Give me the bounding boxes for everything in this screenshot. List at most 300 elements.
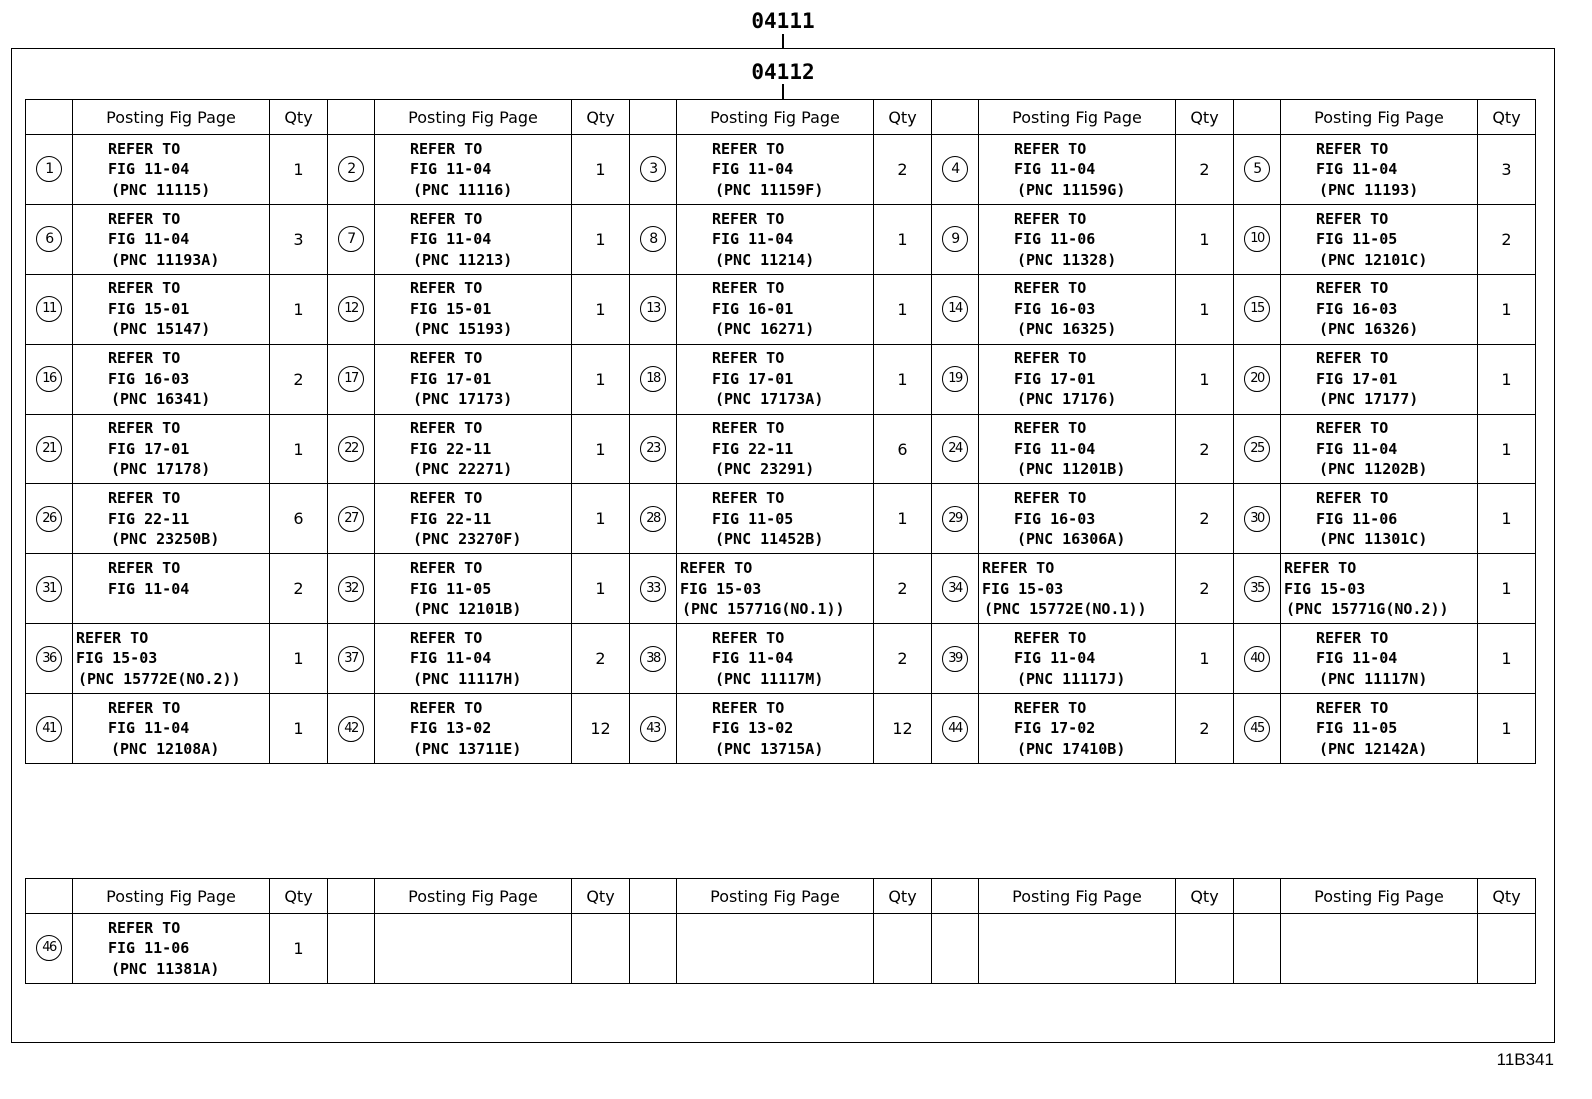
reference-l3: (PNC 17178) xyxy=(111,460,211,479)
reference-cell xyxy=(677,344,874,414)
reference-cell xyxy=(375,274,572,344)
reference-lines xyxy=(73,918,269,980)
qty-cell: 1 xyxy=(270,624,328,694)
item-number-cell xyxy=(328,135,375,205)
reference-l2: FIG 16-03 xyxy=(1014,299,1096,318)
header-qty: Qty xyxy=(1478,879,1536,914)
reference-l1: REFER TO xyxy=(108,559,181,578)
item-number-circle: 33 xyxy=(640,576,666,602)
item-number-cell xyxy=(630,694,677,764)
reference-l1: REFER TO xyxy=(680,559,753,578)
reference-l2: FIG 17-01 xyxy=(1316,369,1398,388)
reference-l2: FIG 11-04 xyxy=(712,230,794,249)
reference-lines xyxy=(375,698,571,760)
reference-l2: FIG 11-04 xyxy=(712,160,794,179)
item-number-cell xyxy=(630,484,677,554)
reference-l3: (PNC 11213) xyxy=(413,250,513,269)
item-number-circle: 6 xyxy=(36,226,62,252)
qty-cell: 1 xyxy=(572,274,630,344)
reference-lines xyxy=(375,628,571,690)
reference-l3: (PNC 13715A) xyxy=(715,739,824,758)
reference-cell xyxy=(1281,204,1478,274)
reference-l2: FIG 11-04 xyxy=(1316,439,1398,458)
header-posting-fig-page: Posting Fig Page xyxy=(677,879,874,914)
reference-l2: FIG 13-02 xyxy=(410,719,492,738)
header-qty: Qty xyxy=(1176,879,1234,914)
header-qty: Qty xyxy=(874,879,932,914)
reference-l3: (PNC 15771G(NO.1)) xyxy=(682,600,845,619)
qty-cell: 2 xyxy=(1176,694,1234,764)
reference-l3: (PNC 17173A) xyxy=(715,390,824,409)
table-row xyxy=(26,135,1536,205)
item-number-cell xyxy=(630,344,677,414)
reference-l2: FIG 11-04 xyxy=(108,160,190,179)
reference-l1: REFER TO xyxy=(108,279,181,298)
item-number-cell xyxy=(1234,624,1281,694)
qty-cell: 12 xyxy=(874,694,932,764)
header-posting-fig-page: Posting Fig Page xyxy=(375,100,572,135)
item-number-cell xyxy=(932,624,979,694)
reference-lines xyxy=(1281,558,1477,620)
reference-cell xyxy=(979,344,1176,414)
reference-lines xyxy=(73,418,269,480)
item-number-circle: 41 xyxy=(36,716,62,742)
qty-cell: 1 xyxy=(1478,694,1536,764)
item-number-circle: 22 xyxy=(338,436,364,462)
item-number-circle: 25 xyxy=(1244,436,1270,462)
reference-lines xyxy=(979,418,1175,480)
reference-l1: REFER TO xyxy=(1014,209,1087,228)
reference-l3: (PNC 11328) xyxy=(1017,250,1117,269)
reference-cell xyxy=(73,554,270,624)
reference-l1: REFER TO xyxy=(712,139,785,158)
reference-l2: FIG 11-04 xyxy=(108,579,190,598)
reference-lines xyxy=(1281,209,1477,271)
reference-cell xyxy=(979,624,1176,694)
item-number-circle: 21 xyxy=(36,436,62,462)
header-number-col xyxy=(328,879,375,914)
reference-l3 xyxy=(73,599,269,620)
reference-l2: FIG 11-04 xyxy=(1316,160,1398,179)
inner-leader-line xyxy=(782,84,784,100)
reference-cell xyxy=(979,414,1176,484)
qty-cell: 6 xyxy=(270,484,328,554)
item-number-cell xyxy=(932,554,979,624)
header-posting-fig-page: Posting Fig Page xyxy=(1281,100,1478,135)
item-number-cell xyxy=(1234,914,1281,984)
item-number-circle: 30 xyxy=(1244,506,1270,532)
item-number-cell xyxy=(328,624,375,694)
reference-l1: REFER TO xyxy=(712,419,785,438)
reference-lines xyxy=(979,209,1175,271)
reference-cell xyxy=(677,914,874,984)
item-number-cell xyxy=(630,274,677,344)
header-qty: Qty xyxy=(572,879,630,914)
reference-lines xyxy=(375,348,571,410)
item-number-cell xyxy=(26,484,73,554)
reference-l2: FIG 11-05 xyxy=(712,509,794,528)
reference-l1: REFER TO xyxy=(1316,139,1389,158)
reference-cell xyxy=(677,694,874,764)
reference-l1: REFER TO xyxy=(108,209,181,228)
reference-lines xyxy=(73,278,269,340)
reference-l2: FIG 11-04 xyxy=(108,719,190,738)
qty-cell: 1 xyxy=(1478,274,1536,344)
reference-l3: (PNC 12142A) xyxy=(1319,739,1428,758)
item-number-cell xyxy=(26,414,73,484)
item-number-cell xyxy=(630,135,677,205)
qty-cell: 1 xyxy=(874,274,932,344)
reference-cell xyxy=(73,274,270,344)
reference-lines xyxy=(677,558,873,620)
reference-l2: FIG 15-03 xyxy=(982,579,1064,598)
item-number-circle: 43 xyxy=(640,716,666,742)
item-number-cell xyxy=(630,554,677,624)
reference-lines xyxy=(375,139,571,201)
reference-l3: (PNC 17177) xyxy=(1319,390,1419,409)
header-posting-fig-page: Posting Fig Page xyxy=(73,100,270,135)
reference-l1: REFER TO xyxy=(712,209,785,228)
reference-l2: FIG 15-01 xyxy=(410,299,492,318)
item-number-cell xyxy=(26,135,73,205)
qty-cell: 1 xyxy=(1176,624,1234,694)
reference-cell xyxy=(375,554,572,624)
reference-l3: (PNC 11452B) xyxy=(715,530,824,549)
reference-l1: REFER TO xyxy=(108,918,181,937)
reference-lines xyxy=(677,278,873,340)
header-posting-fig-page: Posting Fig Page xyxy=(375,879,572,914)
reference-lines xyxy=(1281,628,1477,690)
reference-lines xyxy=(375,558,571,620)
qty-cell xyxy=(1478,914,1536,984)
table-row xyxy=(26,344,1536,414)
item-number-circle: 11 xyxy=(36,296,62,322)
reference-l2: FIG 11-04 xyxy=(410,649,492,668)
reference-l3: (PNC 11193A) xyxy=(111,250,220,269)
qty-cell: 2 xyxy=(1478,204,1536,274)
reference-l1: REFER TO xyxy=(1316,279,1389,298)
reference-l3: (PNC 16271) xyxy=(715,320,815,339)
item-number-cell xyxy=(1234,344,1281,414)
reference-l2: FIG 17-01 xyxy=(108,439,190,458)
qty-cell: 2 xyxy=(270,554,328,624)
reference-lines xyxy=(979,278,1175,340)
item-number-cell xyxy=(328,484,375,554)
reference-l3: (PNC 15772E(NO.2)) xyxy=(78,669,241,688)
reference-lines xyxy=(375,418,571,480)
reference-cell xyxy=(979,204,1176,274)
item-number-cell xyxy=(328,694,375,764)
reference-cell xyxy=(1281,414,1478,484)
qty-cell: 1 xyxy=(572,484,630,554)
item-number-circle: 5 xyxy=(1244,156,1270,182)
reference-cell xyxy=(375,914,572,984)
item-number-cell xyxy=(328,274,375,344)
item-number-cell xyxy=(328,204,375,274)
reference-lines xyxy=(1281,278,1477,340)
reference-l1: REFER TO xyxy=(712,279,785,298)
header-number-col xyxy=(630,879,677,914)
reference-l3: (PNC 15193) xyxy=(413,320,513,339)
qty-cell: 1 xyxy=(1478,344,1536,414)
reference-l2: FIG 17-01 xyxy=(410,369,492,388)
reference-lines xyxy=(677,418,873,480)
item-number-circle: 27 xyxy=(338,506,364,532)
reference-l3: (PNC 11381A) xyxy=(111,959,220,978)
item-number-circle: 23 xyxy=(640,436,666,462)
item-number-cell xyxy=(26,624,73,694)
item-number-cell xyxy=(328,914,375,984)
item-number-cell xyxy=(26,914,73,984)
reference-lines xyxy=(979,488,1175,550)
top-leader-line xyxy=(782,34,784,49)
reference-l3: (PNC 11117M) xyxy=(715,669,824,688)
main-header-row xyxy=(26,100,1536,135)
reference-l2: FIG 16-03 xyxy=(1014,509,1096,528)
reference-l1: REFER TO xyxy=(76,628,149,647)
reference-l2: FIG 16-03 xyxy=(108,369,190,388)
reference-cell xyxy=(979,274,1176,344)
header-qty: Qty xyxy=(270,100,328,135)
reference-l3: (PNC 15147) xyxy=(111,320,211,339)
header-posting-fig-page: Posting Fig Page xyxy=(979,879,1176,914)
item-number-cell xyxy=(630,624,677,694)
reference-l1: REFER TO xyxy=(1316,628,1389,647)
reference-l1: REFER TO xyxy=(1316,698,1389,717)
reference-l3: (PNC 12101C) xyxy=(1319,250,1428,269)
qty-cell: 1 xyxy=(874,204,932,274)
reference-lines xyxy=(73,698,269,760)
reference-l1: REFER TO xyxy=(1284,559,1357,578)
reference-l1: REFER TO xyxy=(410,349,483,368)
reference-cell xyxy=(1281,484,1478,554)
qty-cell: 6 xyxy=(874,414,932,484)
reference-l3: (PNC 16325) xyxy=(1017,320,1117,339)
reference-lines xyxy=(979,628,1175,690)
item-number-circle: 13 xyxy=(640,296,666,322)
item-number-cell xyxy=(630,204,677,274)
reference-l1: REFER TO xyxy=(712,489,785,508)
item-number-circle: 44 xyxy=(942,716,968,742)
reference-l3: (PNC 22271) xyxy=(413,460,513,479)
reference-cell xyxy=(73,694,270,764)
table-row xyxy=(26,204,1536,274)
item-number-circle: 14 xyxy=(942,296,968,322)
reference-l3: (PNC 11193) xyxy=(1319,180,1419,199)
table-row xyxy=(26,914,1536,984)
header-posting-fig-page: Posting Fig Page xyxy=(979,100,1176,135)
reference-cell xyxy=(375,624,572,694)
reference-l3: (PNC 12108A) xyxy=(111,739,220,758)
reference-cell xyxy=(1281,694,1478,764)
qty-cell: 1 xyxy=(1176,204,1234,274)
reference-l3: (PNC 17176) xyxy=(1017,390,1117,409)
qty-cell: 1 xyxy=(572,204,630,274)
reference-l2: FIG 17-01 xyxy=(712,369,794,388)
reference-l2: FIG 11-04 xyxy=(1014,160,1096,179)
reference-l1: REFER TO xyxy=(1014,628,1087,647)
reference-lines xyxy=(1281,488,1477,550)
item-number-cell xyxy=(328,344,375,414)
header-number-col xyxy=(1234,879,1281,914)
reference-l1: REFER TO xyxy=(712,698,785,717)
header-qty: Qty xyxy=(1478,100,1536,135)
reference-l1: REFER TO xyxy=(410,209,483,228)
reference-l3: (PNC 23270F) xyxy=(413,530,522,549)
item-number-cell xyxy=(328,414,375,484)
qty-cell: 2 xyxy=(874,135,932,205)
table-row xyxy=(26,694,1536,764)
item-number-cell xyxy=(932,914,979,984)
reference-l1: REFER TO xyxy=(410,559,483,578)
item-number-circle: 3 xyxy=(640,156,666,182)
item-number-circle: 8 xyxy=(640,226,666,252)
reference-lines xyxy=(73,558,269,620)
reference-cell xyxy=(979,914,1176,984)
qty-cell: 1 xyxy=(270,914,328,984)
reference-l2: FIG 11-05 xyxy=(1316,230,1398,249)
reference-l1: REFER TO xyxy=(108,349,181,368)
reference-lines xyxy=(1281,418,1477,480)
reference-l2: FIG 11-06 xyxy=(1316,509,1398,528)
item-number-cell xyxy=(1234,204,1281,274)
reference-l1: REFER TO xyxy=(410,489,483,508)
lower-parts-table xyxy=(25,878,1536,984)
qty-cell: 2 xyxy=(1176,414,1234,484)
item-number-circle: 12 xyxy=(338,296,364,322)
reference-lines xyxy=(1281,698,1477,760)
reference-lines xyxy=(73,348,269,410)
qty-cell: 2 xyxy=(572,624,630,694)
reference-l1: REFER TO xyxy=(982,559,1055,578)
reference-l2: FIG 15-01 xyxy=(108,299,190,318)
header-qty: Qty xyxy=(572,100,630,135)
item-number-circle: 15 xyxy=(1244,296,1270,322)
item-number-cell xyxy=(630,414,677,484)
reference-cell xyxy=(677,624,874,694)
item-number-circle: 42 xyxy=(338,716,364,742)
reference-l1: REFER TO xyxy=(1316,419,1389,438)
reference-cell xyxy=(677,484,874,554)
reference-lines xyxy=(73,628,269,690)
qty-cell xyxy=(1176,914,1234,984)
reference-cell xyxy=(1281,135,1478,205)
item-number-circle: 46 xyxy=(36,935,62,961)
item-number-circle: 2 xyxy=(338,156,364,182)
reference-lines xyxy=(677,139,873,201)
reference-l2: FIG 11-05 xyxy=(410,579,492,598)
item-number-cell xyxy=(26,204,73,274)
reference-l3: (PNC 15771G(NO.2)) xyxy=(1286,600,1449,619)
lower-header-row xyxy=(26,879,1536,914)
item-number-cell xyxy=(932,274,979,344)
reference-cell xyxy=(375,204,572,274)
top-assembly-code: 04111 xyxy=(751,9,815,33)
reference-cell xyxy=(73,344,270,414)
reference-l2: FIG 13-02 xyxy=(712,719,794,738)
reference-lines xyxy=(979,558,1175,620)
qty-cell: 1 xyxy=(270,135,328,205)
qty-cell: 1 xyxy=(1176,274,1234,344)
reference-l1: REFER TO xyxy=(410,279,483,298)
reference-l3: (PNC 11117J) xyxy=(1017,669,1126,688)
reference-l2: FIG 15-03 xyxy=(680,579,762,598)
header-number-col xyxy=(932,879,979,914)
reference-l2: FIG 15-03 xyxy=(1284,579,1366,598)
item-number-circle: 7 xyxy=(338,226,364,252)
item-number-circle: 16 xyxy=(36,366,62,392)
reference-cell xyxy=(979,484,1176,554)
reference-l1: REFER TO xyxy=(410,419,483,438)
item-number-circle: 19 xyxy=(942,366,968,392)
reference-cell xyxy=(677,135,874,205)
reference-cell xyxy=(73,914,270,984)
reference-lines xyxy=(1281,139,1477,201)
qty-cell: 2 xyxy=(1176,135,1234,205)
item-number-circle: 4 xyxy=(942,156,968,182)
item-number-cell xyxy=(1234,414,1281,484)
reference-l2: FIG 11-04 xyxy=(712,649,794,668)
reference-cell xyxy=(677,274,874,344)
item-number-cell xyxy=(932,135,979,205)
reference-lines xyxy=(677,628,873,690)
table-row xyxy=(26,274,1536,344)
reference-lines xyxy=(677,209,873,271)
item-number-circle: 38 xyxy=(640,646,666,672)
item-number-circle: 39 xyxy=(942,646,968,672)
header-posting-fig-page: Posting Fig Page xyxy=(73,879,270,914)
reference-cell xyxy=(375,694,572,764)
reference-cell xyxy=(73,135,270,205)
qty-cell: 2 xyxy=(874,554,932,624)
reference-lines xyxy=(73,139,269,201)
reference-l3: (PNC 16326) xyxy=(1319,320,1419,339)
reference-l1: REFER TO xyxy=(108,419,181,438)
qty-cell: 2 xyxy=(874,624,932,694)
item-number-circle: 40 xyxy=(1244,646,1270,672)
qty-cell: 1 xyxy=(572,344,630,414)
reference-cell xyxy=(375,414,572,484)
header-qty: Qty xyxy=(874,100,932,135)
reference-l3: (PNC 11117N) xyxy=(1319,669,1428,688)
reference-cell xyxy=(677,414,874,484)
reference-l2: FIG 17-01 xyxy=(1014,369,1096,388)
reference-l1: REFER TO xyxy=(1014,419,1087,438)
reference-cell xyxy=(375,135,572,205)
reference-l2: FIG 16-01 xyxy=(712,299,794,318)
qty-cell: 1 xyxy=(874,484,932,554)
reference-l3: (PNC 16306A) xyxy=(1017,530,1126,549)
qty-cell: 2 xyxy=(270,344,328,414)
reference-l3: (PNC 23250B) xyxy=(111,530,220,549)
qty-cell: 1 xyxy=(572,135,630,205)
item-number-cell xyxy=(26,554,73,624)
reference-l1: REFER TO xyxy=(1316,209,1389,228)
reference-l1: REFER TO xyxy=(1316,349,1389,368)
reference-cell xyxy=(73,204,270,274)
reference-l1: REFER TO xyxy=(1316,489,1389,508)
qty-cell xyxy=(874,914,932,984)
item-number-cell xyxy=(630,914,677,984)
qty-cell: 1 xyxy=(270,414,328,484)
reference-lines xyxy=(73,488,269,550)
header-number-col xyxy=(1234,100,1281,135)
reference-lines xyxy=(979,139,1175,201)
item-number-cell xyxy=(1234,135,1281,205)
reference-lines xyxy=(375,209,571,271)
reference-l1: REFER TO xyxy=(108,489,181,508)
reference-cell xyxy=(73,414,270,484)
